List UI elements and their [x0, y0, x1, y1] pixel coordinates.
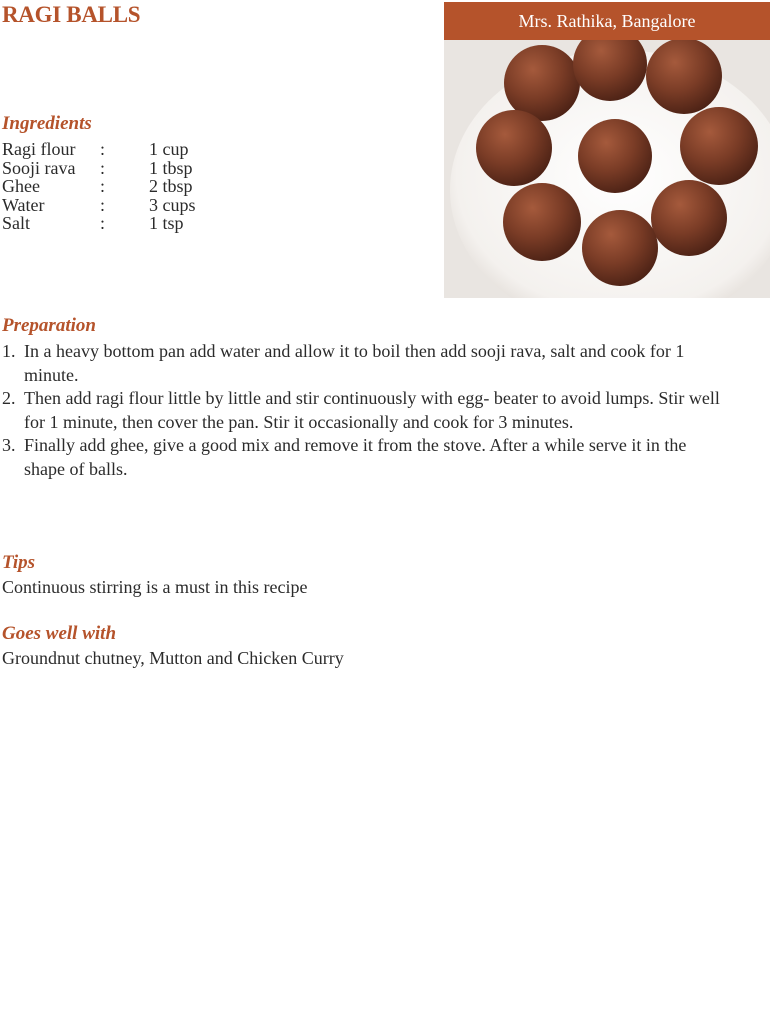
ingredient-name: Ghee	[2, 176, 40, 197]
ragi-ball	[582, 210, 658, 286]
ingredient-quantity: 1 cup	[149, 139, 189, 159]
ingredient-row	[2, 140, 196, 159]
preparation-step	[2, 434, 722, 481]
preparation-step	[2, 387, 722, 434]
ingredient-row	[2, 159, 196, 178]
ingredient-name: Salt	[2, 213, 31, 234]
preparation-heading: Preparation	[2, 315, 96, 336]
ingredient-row	[2, 177, 196, 196]
step-number: 3.	[2, 435, 16, 455]
ingredient-row	[2, 214, 196, 233]
ragi-ball	[476, 110, 552, 186]
step-text: Then add ragi flour little by little and stir continuously with egg- beater to avoid lumps. Stir well for 1 minute, then cover the pan. Stir it occasionally and cook for 3 minutes.	[24, 388, 720, 432]
preparation-steps	[2, 340, 722, 481]
step-text: In a heavy bottom pan add water and allow it to boil then add sooji rava, salt and cook for 1 minute.	[24, 341, 685, 385]
ingredient-separator: :	[100, 176, 106, 197]
ingredient-quantity: 3 cups	[149, 194, 196, 215]
ragi-ball	[503, 183, 581, 261]
author-banner	[444, 2, 770, 40]
step-text: Finally add ghee, give a good mix and remove it from the stove. After a while serve it in the shape of balls.	[24, 435, 687, 479]
ingredient-separator: :	[100, 194, 106, 215]
ragi-ball	[646, 40, 722, 114]
tips-heading: Tips	[2, 552, 36, 573]
preparation-step	[2, 340, 722, 387]
ingredient-separator: :	[100, 213, 106, 234]
ragi-balls-photo	[444, 40, 770, 298]
goes-well-with-heading: Goes well with	[2, 623, 117, 644]
ingredient-separator: :	[100, 157, 106, 178]
ingredient-quantity: 1 tsp	[149, 213, 184, 234]
ingredient-name: Ragi flour	[2, 139, 76, 159]
ragi-ball	[504, 45, 580, 121]
author-name: Mrs. Rathika, Bangalore	[518, 10, 696, 31]
step-number: 1.	[2, 341, 16, 361]
ingredient-name: Sooji rava	[2, 157, 76, 178]
ingredient-quantity: 2 tbsp	[149, 176, 193, 197]
ingredient-quantity: 1 tbsp	[149, 157, 193, 178]
tips-text: Continuous stirring is a must in this recipe	[2, 577, 308, 597]
ingredient-row	[2, 196, 196, 215]
ragi-ball	[651, 180, 727, 256]
ragi-ball	[578, 119, 652, 193]
recipe-title: RAGI BALLS	[2, 2, 141, 27]
ingredient-name: Water	[2, 194, 45, 215]
step-number: 2.	[2, 388, 16, 408]
ingredient-separator: :	[100, 139, 106, 159]
ragi-ball	[680, 107, 758, 185]
goes-well-with-text: Groundnut chutney, Mutton and Chicken Curry	[2, 648, 344, 668]
ingredients-table	[2, 140, 196, 233]
photo-illustration	[444, 40, 770, 298]
ingredients-heading: Ingredients	[2, 113, 92, 134]
